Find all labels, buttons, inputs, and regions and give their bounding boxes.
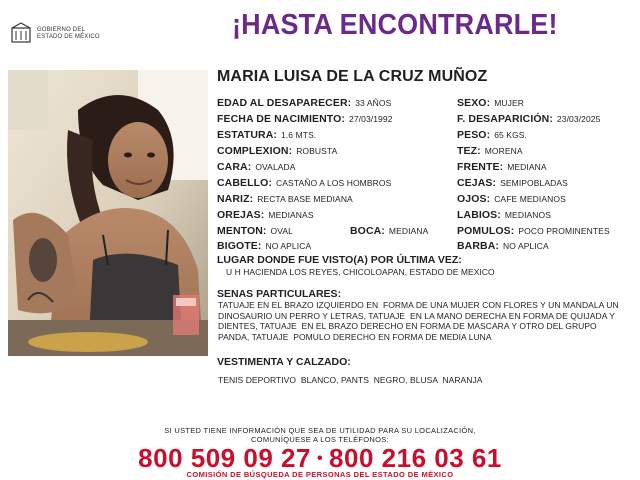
field-label: PESO: bbox=[457, 129, 491, 141]
field-label: BIGOTE: bbox=[217, 240, 262, 252]
state-government-logo bbox=[10, 22, 120, 48]
field-label: F. DESAPARICIÓN: bbox=[457, 113, 553, 125]
field-value: MEDIANAS bbox=[268, 210, 314, 220]
field-value: OVAL bbox=[270, 226, 293, 236]
field-label: CEJAS: bbox=[457, 177, 497, 189]
field-label: EDAD AL DESAPARECER: bbox=[217, 97, 352, 109]
field-value: ROBUSTA bbox=[296, 146, 338, 156]
person-name: MARIA LUISA DE LA CRUZ MUÑOZ bbox=[217, 68, 488, 85]
field-edad bbox=[217, 95, 391, 109]
field-cabello bbox=[217, 175, 391, 189]
field-label: ESTATURA: bbox=[217, 129, 278, 141]
field-value: POCO PROMINENTES bbox=[518, 226, 610, 236]
senas-label: SENAS PARTICULARES: bbox=[217, 288, 342, 300]
field-value: MORENA bbox=[484, 146, 523, 156]
commission-name: COMISIÓN DE BÚSQUEDA DE PERSONAS DEL ESTADO DE MÉXICO bbox=[186, 470, 454, 479]
last-seen-value: U H HACIENDA LOS REYES, CHICOLOAPAN, ESTADO DE MEXICO bbox=[226, 267, 495, 277]
field-label: FECHA DE NACIMIENTO: bbox=[217, 113, 345, 125]
field-ojos bbox=[457, 191, 566, 205]
field-cara bbox=[217, 159, 296, 173]
state-seal-icon bbox=[10, 22, 32, 44]
vestimenta-label: VESTIMENTA Y CALZADO: bbox=[217, 356, 351, 368]
field-estatura bbox=[217, 127, 316, 141]
field-value: MUJER bbox=[494, 98, 524, 108]
field-value: MEDIANA bbox=[388, 226, 429, 236]
phone-separator: • bbox=[316, 450, 324, 467]
field-label: CARA: bbox=[217, 161, 252, 173]
field-fecha-nacimiento bbox=[217, 111, 393, 125]
vestimenta-value: TENIS DEPORTIVO BLANCO, PANTS NEGRO, BLUSA NARANJA bbox=[218, 375, 483, 385]
field-label: OJOS: bbox=[457, 193, 491, 205]
missing-person-photo bbox=[8, 70, 208, 356]
field-sexo bbox=[457, 95, 524, 109]
field-label: POMULOS: bbox=[457, 225, 515, 237]
field-fecha-desaparicion bbox=[457, 111, 600, 125]
field-label: TEZ: bbox=[457, 145, 481, 157]
field-value: 33 AÑOS bbox=[355, 98, 392, 108]
field-value: CAFE MEDIANOS bbox=[494, 194, 566, 204]
field-value: 1.6 MTS. bbox=[281, 130, 317, 140]
field-label: BOCA: bbox=[350, 225, 385, 237]
field-label: NARIZ: bbox=[217, 193, 254, 205]
footer-info-line-2: COMUNÍQUESE A LOS TELÉFONOS: bbox=[251, 435, 389, 444]
field-value: CASTAÑO A LOS HOMBROS bbox=[276, 178, 392, 188]
field-value: OVALADA bbox=[255, 162, 296, 172]
gov-line-1: GOBIERNO DEL bbox=[37, 27, 86, 33]
government-name bbox=[37, 27, 100, 41]
field-value: SEMIPOBLADAS bbox=[500, 178, 568, 188]
field-orejas bbox=[217, 207, 314, 221]
headline: ¡HASTA ENCONTRARLE! bbox=[232, 9, 558, 41]
field-value: NO APLICA bbox=[265, 241, 312, 251]
field-label: FRENTE: bbox=[457, 161, 504, 173]
field-value: MEDIANA bbox=[507, 162, 547, 172]
field-label: COMPLEXION: bbox=[217, 145, 293, 157]
field-menton bbox=[217, 223, 293, 237]
field-bigote bbox=[217, 238, 311, 252]
field-value: 27/03/1992 bbox=[349, 114, 393, 124]
phone-number-1[interactable]: 800 509 09 27 bbox=[138, 443, 311, 473]
gov-line-2: ESTADO DE MÉXICO bbox=[37, 34, 100, 40]
field-pomulos bbox=[457, 223, 610, 237]
field-barba bbox=[457, 238, 549, 252]
senas-value: TATUAJE EN EL BRAZO IZQUIERDO EN FORMA DE UNA MUJER CON FLORES Y UN MANDALA UN DINOSAURIO UN PERRO Y LETRAS, TATUAJE EN LA MANO DERECHA EN FORMA DE QUIJADA Y DIENTES, TATUAJE EN EL BRAZO DERECHO EN FORMA DE MASCARA Y OTRO DEL GRUPO PANDA, TATUAJE POMULO DERECHO EN FORMA DE MEDIA LUNA bbox=[218, 300, 622, 342]
field-complexion bbox=[217, 143, 337, 157]
field-label: MENTON: bbox=[217, 225, 267, 237]
field-label: LABIOS: bbox=[457, 209, 501, 221]
field-value: 23/03/2025 bbox=[556, 114, 601, 124]
field-nariz bbox=[217, 191, 353, 205]
field-cejas bbox=[457, 175, 568, 189]
field-value: MEDIANOS bbox=[504, 210, 552, 220]
field-tez bbox=[457, 143, 523, 157]
field-label: CABELLO: bbox=[217, 177, 273, 189]
last-seen-label: LUGAR DONDE FUE VISTO(A) POR ÚLTIMA VEZ: bbox=[217, 254, 462, 266]
field-peso bbox=[457, 127, 527, 141]
field-frente bbox=[457, 159, 547, 173]
field-value: RECTA BASE MEDIANA bbox=[257, 194, 353, 204]
field-label: SEXO: bbox=[457, 97, 491, 109]
field-value: NO APLICA bbox=[503, 241, 549, 251]
field-label: OREJAS: bbox=[217, 209, 265, 221]
field-labios bbox=[457, 207, 551, 221]
field-boca bbox=[350, 223, 428, 237]
footer-info-line-1: SI USTED TIENE INFORMACIÓN QUE SEA DE UTILIDAD PARA SU LOCALIZACIÓN, bbox=[164, 426, 476, 435]
field-label: BARBA: bbox=[457, 240, 500, 252]
phone-number-2[interactable]: 800 216 03 61 bbox=[329, 443, 502, 473]
field-value: 65 KGS. bbox=[494, 130, 528, 140]
